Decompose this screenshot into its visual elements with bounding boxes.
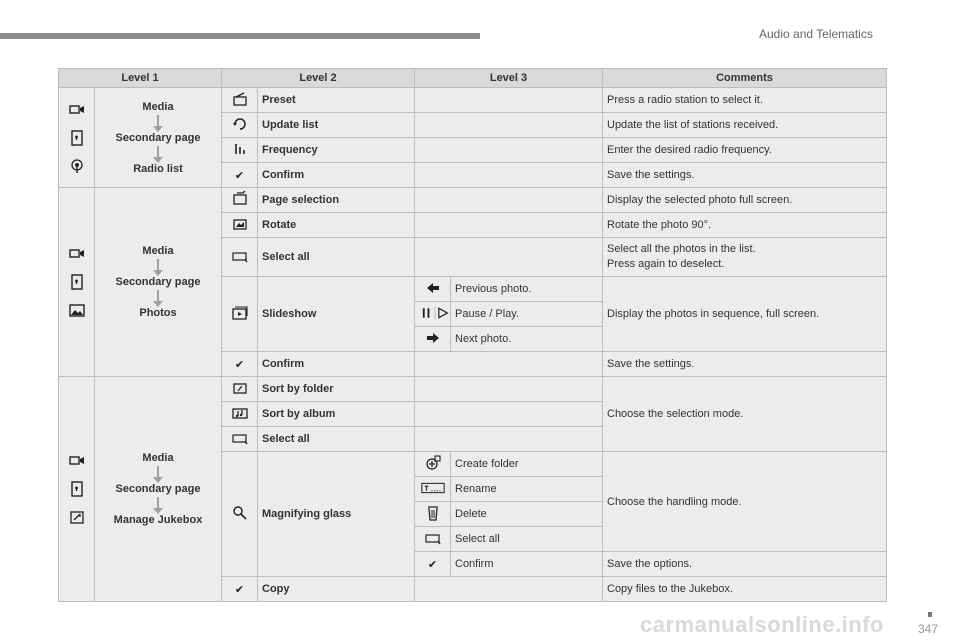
- level1-path-photos: [95, 188, 222, 377]
- empty-cell: [415, 377, 603, 402]
- select-all-icon: [423, 528, 443, 548]
- comment-cell: Update the list of stations received.: [603, 113, 887, 138]
- update-icon-cell: [222, 113, 258, 138]
- slideshow-icon: [230, 303, 250, 323]
- empty-cell: [415, 577, 603, 602]
- level1-path-jukebox: [95, 377, 222, 602]
- path-step: Radio list: [133, 162, 183, 175]
- level2-label: Sort by album: [258, 402, 415, 427]
- path-step: Media: [142, 245, 174, 257]
- section-title: Audio and Telematics: [759, 27, 873, 41]
- level2-label: Frequency: [258, 138, 415, 163]
- level3-label: Rename: [451, 477, 603, 502]
- confirm-icon-cell: [222, 163, 258, 188]
- copy-icon-cell: [222, 577, 258, 602]
- comment-cell: [603, 238, 887, 277]
- folder-icon: [230, 378, 250, 398]
- slideshow-icon-cell: [222, 277, 258, 352]
- level1-path-radio: [95, 88, 222, 188]
- preset-icon: [230, 89, 250, 109]
- magnifying-glass-icon: [230, 503, 250, 523]
- comment-cell: Save the settings.: [603, 352, 887, 377]
- radio-list-icon: [67, 156, 87, 176]
- next-icon-cell: [415, 327, 451, 352]
- frequency-icon-cell: [222, 138, 258, 163]
- checkmark-icon: ✔: [234, 169, 245, 182]
- path-step: Secondary page: [115, 276, 201, 288]
- empty-cell: [415, 402, 603, 427]
- level2-label: Sort by folder: [258, 377, 415, 402]
- empty-cell: [415, 213, 603, 238]
- checkmark-icon: ✔: [427, 558, 438, 571]
- delete-icon-cell: [415, 502, 451, 527]
- empty-cell: [415, 113, 603, 138]
- path-step: Manage Jukebox: [113, 514, 203, 526]
- comment-cell: Display the photos in sequence, full screen.: [603, 277, 887, 352]
- comment-cell: Enter the desired radio frequency.: [603, 138, 887, 163]
- sort-album-icon-cell: [222, 402, 258, 427]
- checkmark-icon: ✔: [234, 358, 245, 371]
- comment-cell: Save the settings.: [603, 163, 887, 188]
- previous-arrow-icon: [423, 278, 443, 298]
- down-arrow-icon: [157, 115, 159, 127]
- comment-cell: Choose the handling mode.: [603, 452, 887, 552]
- magnify-icon-cell: [222, 452, 258, 577]
- album-icon: [230, 403, 250, 423]
- sort-folder-icon-cell: [222, 377, 258, 402]
- rename-icon: [419, 478, 447, 498]
- confirm-icon-cell: [415, 552, 451, 577]
- col-header-level1: Level 1: [59, 69, 222, 88]
- pause-play-icon: [419, 303, 453, 323]
- menu-table: [58, 68, 887, 602]
- comment-cell: Save the options.: [603, 552, 887, 577]
- media-source-icon: [67, 451, 87, 471]
- col-header-level2: Level 2: [222, 69, 415, 88]
- level2-label: Page selection: [258, 188, 415, 213]
- secondary-page-icon: [67, 272, 87, 292]
- create-folder-icon-cell: [415, 452, 451, 477]
- empty-cell: [415, 138, 603, 163]
- select-all-icon: [230, 428, 250, 448]
- comment-cell: Display the selected photo full screen.: [603, 188, 887, 213]
- level2-label: Confirm: [258, 163, 415, 188]
- select-all-icon-cell: [222, 427, 258, 452]
- watermark: carmanualsonline.info: [640, 612, 884, 637]
- checkmark-icon: ✔: [234, 583, 245, 596]
- jukebox-icon: [67, 507, 87, 527]
- level2-label: Rotate: [258, 213, 415, 238]
- level1-icons-radio: [59, 88, 95, 188]
- photos-icon: [67, 300, 87, 320]
- down-arrow-icon: [157, 466, 159, 478]
- comment-line: Press again to deselect.: [607, 258, 725, 270]
- empty-cell: [415, 88, 603, 113]
- path-step: Secondary page: [115, 131, 201, 144]
- level3-label: Pause / Play.: [451, 302, 603, 327]
- empty-cell: [415, 427, 603, 452]
- preset-icon-cell: [222, 88, 258, 113]
- comment-cell: Choose the selection mode.: [603, 377, 887, 452]
- table-header-row: [59, 69, 887, 88]
- page-number: 347: [918, 622, 939, 636]
- select-all-icon: [230, 246, 250, 266]
- path-step: Photos: [139, 307, 177, 319]
- table-row: [59, 88, 887, 113]
- empty-cell: [415, 163, 603, 188]
- table-row: [59, 188, 887, 213]
- level3-label: Previous photo.: [451, 277, 603, 302]
- level1-icons-photos: [59, 188, 95, 377]
- table-row: [59, 377, 887, 402]
- level3-label: Select all: [451, 527, 603, 552]
- col-header-comments: Comments: [603, 69, 887, 88]
- page-selection-icon: [230, 189, 250, 209]
- media-source-icon: [67, 244, 87, 264]
- comment-cell: Rotate the photo 90°.: [603, 213, 887, 238]
- rotate-icon-cell: [222, 213, 258, 238]
- level2-label: Magnifying glass: [258, 452, 415, 577]
- down-arrow-icon: [157, 146, 159, 158]
- path-step: Secondary page: [115, 483, 201, 495]
- frequency-icon: [230, 139, 250, 159]
- down-arrow-icon: [157, 497, 159, 509]
- level3-label: Confirm: [451, 552, 603, 577]
- empty-cell: [415, 352, 603, 377]
- corner-marker: [928, 612, 932, 617]
- level2-label: Copy: [258, 577, 415, 602]
- media-source-icon: [67, 100, 87, 120]
- level2-label: Confirm: [258, 352, 415, 377]
- level2-label: Preset: [258, 88, 415, 113]
- select-all-icon-cell: [222, 238, 258, 277]
- secondary-page-icon: [67, 128, 87, 148]
- col-header-level3: Level 3: [415, 69, 603, 88]
- empty-cell: [415, 238, 603, 277]
- path-step: Media: [142, 100, 174, 113]
- secondary-page-icon: [67, 479, 87, 499]
- down-arrow-icon: [157, 259, 159, 271]
- select-all-icon-cell: [415, 527, 451, 552]
- path-step: Media: [142, 452, 174, 464]
- rotate-icon: [230, 214, 250, 234]
- page-selection-icon-cell: [222, 188, 258, 213]
- refresh-icon: [230, 114, 250, 134]
- comment-cell: Press a radio station to select it.: [603, 88, 887, 113]
- level3-label: Next photo.: [451, 327, 603, 352]
- trash-icon: [423, 503, 443, 523]
- level2-label: Slideshow: [258, 277, 415, 352]
- comment-line: Select all the photos in the list.: [607, 243, 756, 255]
- previous-icon-cell: [415, 277, 451, 302]
- down-arrow-icon: [157, 290, 159, 302]
- next-arrow-icon: [423, 328, 443, 348]
- level2-label: Select all: [258, 238, 415, 277]
- confirm-icon-cell: [222, 352, 258, 377]
- top-rule: [0, 33, 480, 39]
- rename-icon-cell: [415, 477, 451, 502]
- level3-label: Delete: [451, 502, 603, 527]
- level2-label: Update list: [258, 113, 415, 138]
- level2-label: Select all: [258, 427, 415, 452]
- level3-label: Create folder: [451, 452, 603, 477]
- empty-cell: [415, 188, 603, 213]
- level1-icons-jukebox: [59, 377, 95, 602]
- create-folder-icon: [423, 453, 443, 473]
- pause-play-icon-cell: [415, 302, 451, 327]
- comment-cell: Copy files to the Jukebox.: [603, 577, 887, 602]
